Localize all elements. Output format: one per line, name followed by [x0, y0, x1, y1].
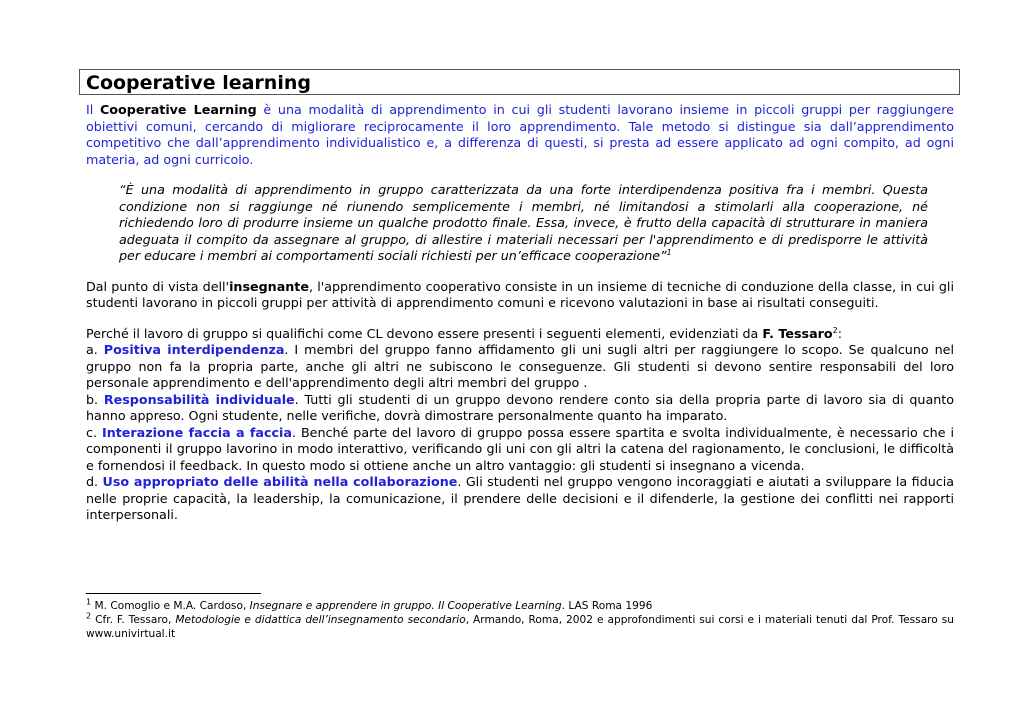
- title-box: [79, 69, 960, 95]
- quote-text: “È una modalità di apprendimento in gruppo caratterizzata da una forte interdipendenza positiva fra i membri. Questa condizione non si raggiunge né riunendo semplicemente i membri, né limitandosi a stimolarli alla cooperazione, né richiedendo loro di produrre insieme un qualche prodotto finale. Essa, invece, è frutto della capacità di strutturare in maniera adeguata il compito da assegnare al gruppo, di allestire i materiali necessari per l'apprendimento e di predisporre le attività per educare i membri ai comportamenti sociali richiesti per un’efficace cooperazione”: [119, 182, 928, 263]
- footnote-text: , Armando, Roma, 2002 e approfondimenti sui corsi e i materiali tenuti dal Prof. Tessaro su www.univirtual.it: [86, 614, 954, 640]
- intro-paragraph: [86, 102, 954, 168]
- element-text: . Tutti gli studenti di un gruppo devono rendere conto sia della propria parte di lavoro sia di quanto hanno appreso. Ogni studente, nelle verifiche, dovrà dimostrare personalmente quanto ha imparato.: [86, 391, 955, 423]
- element-letter: d.: [86, 474, 103, 489]
- footnote-ref-2[interactable]: 2: [832, 325, 838, 335]
- element-label: Interazione faccia a faccia: [101, 424, 292, 440]
- footnote-ref-1[interactable]: 1: [666, 247, 672, 257]
- element-text: . Benché parte del lavoro di gruppo possa essere spartita e svolta individualmente, è necessario che i componenti il gruppo lavorino in modo interattivo, verificando gli uni con gli altri la catena del ragionamento, le conclusioni, le difficoltà e fornendosi il feedback. In questo modo si ottiene anche un altro vantaggio: gli studenti si insegnano a vicenda.: [86, 424, 954, 473]
- footnote-1: [86, 599, 954, 613]
- definition-quote: [119, 182, 928, 265]
- element-label: Responsabilità individuale: [103, 391, 295, 407]
- footnote-title: Insegnare e apprendere in gruppo. Il Cooperative Learning: [249, 600, 562, 612]
- element-letter: b.: [86, 391, 104, 407]
- elements-author: F. Tessaro: [762, 325, 833, 341]
- intro-text: è una modalità di apprendimento in cui gli studenti lavorano insieme in piccoli gruppi per raggiungere obiettivi comuni, cercando di migliorare reciprocamente il loro apprendimento. Tale metodo si distingue sia dall’apprendimento competitivo che dall’apprendimento individualistico e, a differenza di questi, si presta ad essere applicato ad ogni compito, ad ogni materia, ad ogni curricolo.: [86, 102, 954, 167]
- teacher-paragraph: [86, 279, 954, 312]
- teacher-term: insegnante: [229, 278, 309, 294]
- elements-section: [86, 326, 954, 524]
- document-body: [86, 102, 954, 524]
- footnote-text: Cfr. F. Tessaro,: [91, 614, 176, 626]
- footnotes: [86, 599, 954, 641]
- footnote-2: [86, 613, 954, 641]
- element-item-c: [86, 425, 954, 475]
- teacher-text: , l'apprendimento cooperativo consiste in un insieme di tecniche di conduzione della classe, in cui gli studenti lavorano in piccoli gruppi per attività di apprendimento comuni e ricevono valutazioni in base ai risultati conseguiti.: [86, 278, 954, 310]
- element-text: . I membri del gruppo fanno affidamento gli uni sugli altri per raggiungere lo scopo. Se qualcuno nel gruppo non fa la propria parte, anche gli altri ne subiscono le conseguenze. Gli studenti si devono sentire responsabili del loro personale apprendimento e dell'apprendimento degli altri membri del gruppo .: [86, 342, 954, 390]
- footnote-title: Metodologie e didattica dell’insegnamento secondario: [175, 614, 466, 626]
- footnote-text: M. Comoglio e M.A. Cardoso,: [91, 600, 250, 612]
- element-text: . Gli studenti nel gruppo vengono incoraggiati e aiutati a sviluppare la fiducia nelle proprie capacità, la leadership, la comunicazione, il prendere delle decisioni e il difenderle, la gestione dei conflitti nei rapporti interpersonali.: [86, 474, 955, 522]
- element-label: Uso appropriato delle abilità nella collaborazione: [102, 474, 458, 489]
- element-letter: c.: [86, 424, 102, 440]
- elements-intro-text: Perché il lavoro di gruppo si qualifichi come CL devono essere presenti i seguenti elementi, evidenziati da: [86, 325, 763, 341]
- elements-intro: [86, 326, 954, 343]
- element-label: Positiva interdipendenza: [103, 342, 285, 357]
- footnote-text: . LAS Roma 1996: [561, 600, 653, 612]
- intro-prefix: Il: [86, 102, 100, 117]
- element-letter: a.: [86, 342, 104, 357]
- intro-term: Cooperative Learning: [100, 102, 257, 117]
- element-item-b: [86, 392, 954, 425]
- teacher-prefix: Dal punto di vista dell': [86, 278, 230, 294]
- elements-suffix: :: [837, 325, 842, 341]
- footnote-number: 1: [86, 597, 92, 607]
- page-title: Cooperative learning: [86, 72, 311, 94]
- element-item-d: [86, 474, 954, 524]
- footnote-separator: [86, 593, 261, 594]
- element-item-a: [86, 342, 954, 392]
- footnote-number: 2: [86, 611, 92, 621]
